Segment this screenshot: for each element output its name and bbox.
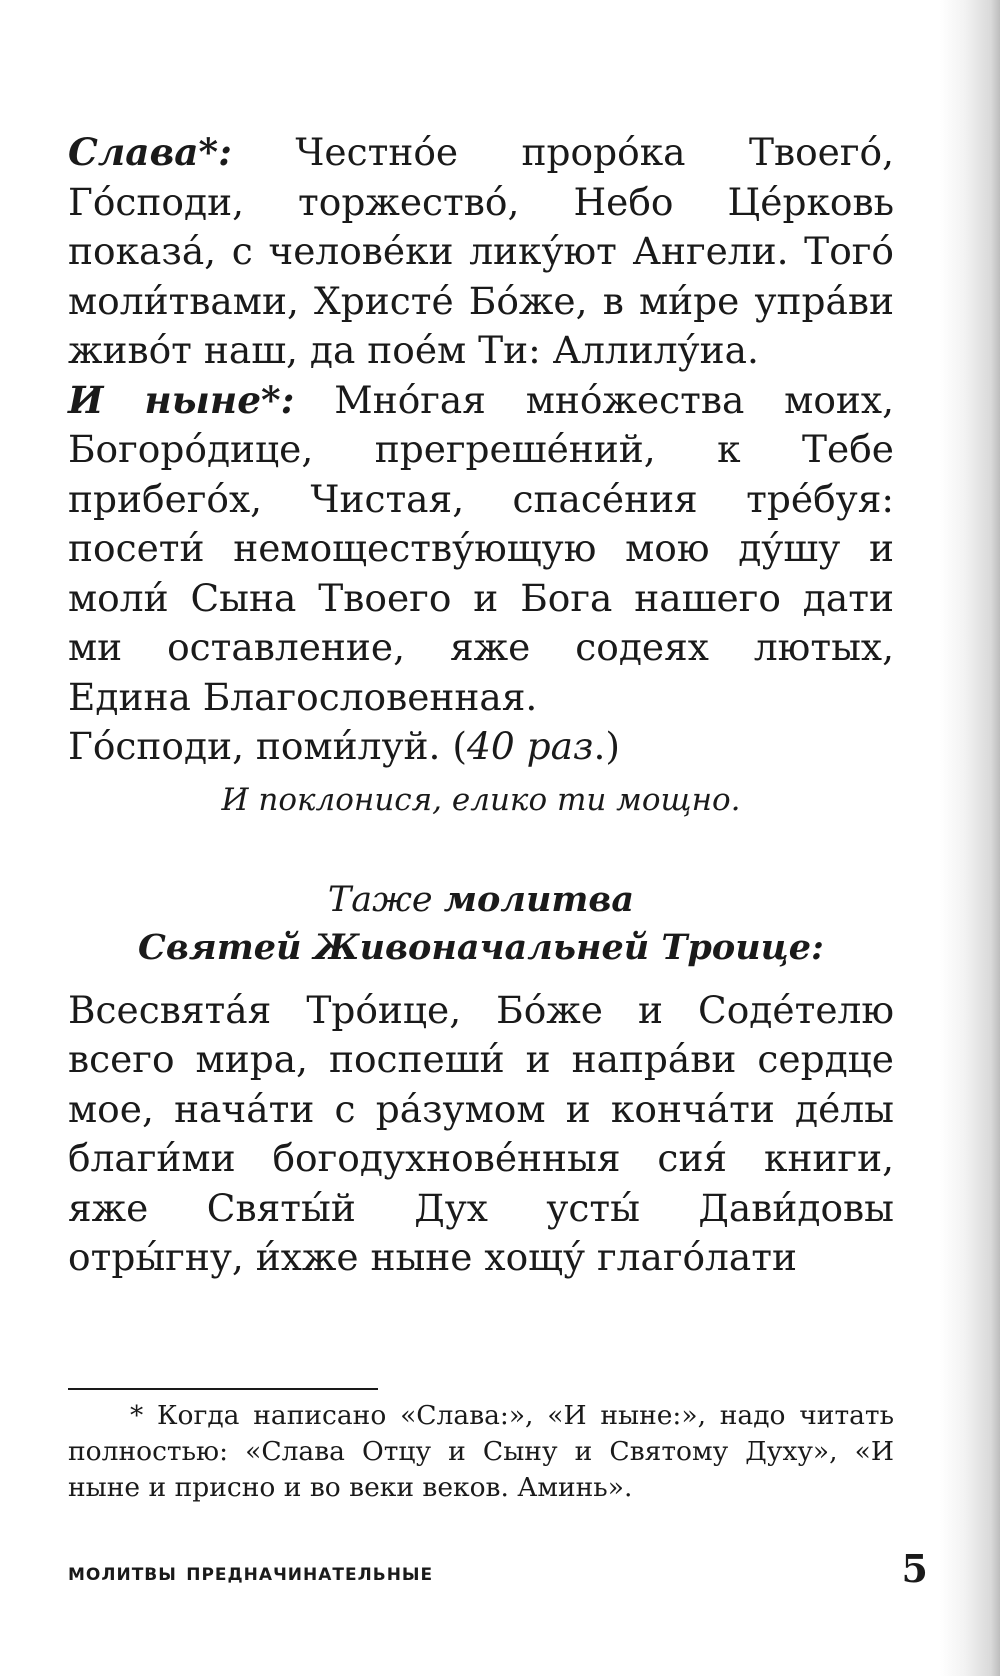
slava-paragraph xyxy=(68,128,894,376)
i-nyne-paragraph xyxy=(68,376,894,723)
page-edge-shadow xyxy=(940,0,1000,1676)
trinity-prayer-text: Всесвята́я Тро́ице, Бо́же и Соде́телю всего мира, поспеши́ и напра́ви сердце мое, нача́ти с ра́зумом и конча́ти де́лы благи́ми богодухнове́нныя сия́ книги, яже Святы́й Дух усты́ Дави́довы отры́гну, и́хже ныне хощу́ глаго́лати xyxy=(68,987,894,1279)
gospodi-text: Го́споди, поми́луй. ( xyxy=(68,724,467,768)
i-nyne-text: Мно́гая мно́жества моих, Богоро́дице, прегреше́ний, к Тебе прибего́х, Чистая, спасе́ния тре́буя: посети́ немоществу́ющую мою ду́шу и моли́ Сына Твоего и Бога нашего дати ми оставление, яже содеях лютых, Едина Благословенная. xyxy=(68,377,894,719)
i-nyne-label: И ныне*: xyxy=(68,377,295,422)
gospodi-close: .) xyxy=(593,724,621,768)
page-number: 5 xyxy=(901,1546,928,1591)
slava-text: Честно́е проро́ка Твоего́, Го́споди, торжество́, Небо Це́рковь показа́, с челове́ки лику́ют Ангели. Того́ моли́твами, Христе́ Бо́же, в ми́ре упра́ви живо́т наш, да пое́м Ти: Аллилу́иа. xyxy=(68,130,894,372)
repeat-count: 40 раз xyxy=(467,724,594,768)
footnote: * Когда написано «Слава:», «И ныне:», надо читать полностью: «Слава Отцу и Сыну и Святому Духу», «И ныне и присно и во веки веков. Аминь». xyxy=(68,1400,894,1503)
footnote-divider xyxy=(68,1388,378,1390)
heading-prefix: Таже xyxy=(327,879,444,920)
rubric-instruction: И поклонися, елико ти мощно. xyxy=(221,781,741,818)
gospodi-pomiluy-line xyxy=(68,722,894,772)
prayer-heading xyxy=(68,876,894,972)
running-title: молитвы предначинательные xyxy=(68,1558,434,1586)
page-content xyxy=(68,128,894,1283)
heading-line-1 xyxy=(68,876,894,924)
heading-bold-word: молитва xyxy=(443,878,635,920)
heading-line-2: Святей Живоначальней Троице: xyxy=(138,926,824,968)
slava-label: Слава*: xyxy=(68,130,232,174)
